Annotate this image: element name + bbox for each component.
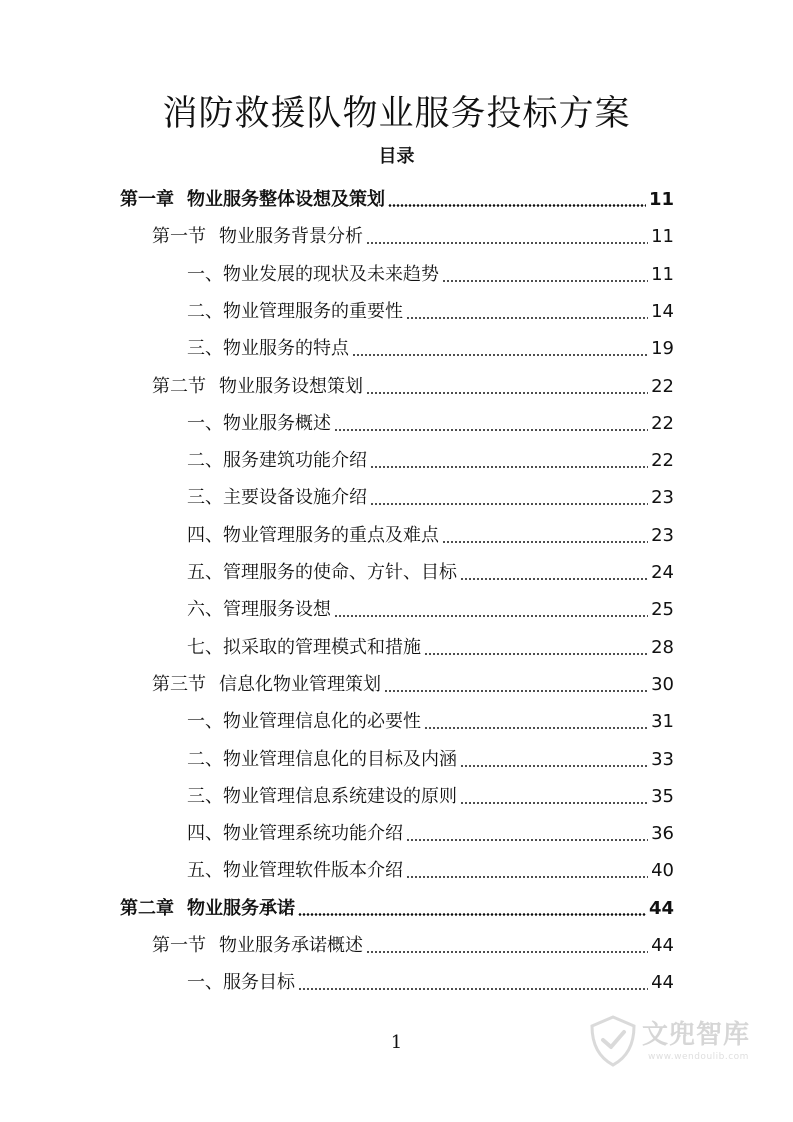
toc-entry-page: 11: [651, 226, 674, 248]
toc-entry-item[interactable]: [187, 590, 674, 622]
toc-entry-item[interactable]: [187, 441, 674, 473]
toc-entry-text: 管理服务设想: [223, 599, 331, 621]
toc-entry-section[interactable]: [152, 926, 674, 958]
toc-dot-leader: [406, 839, 648, 841]
toc-entry-item[interactable]: [187, 851, 674, 883]
toc-heading: 目录: [378, 146, 415, 167]
toc-entry-label: [152, 225, 363, 249]
toc-dot-leader: [366, 242, 648, 244]
toc-dot-leader: [298, 988, 648, 990]
toc-entry-item[interactable]: [187, 740, 674, 772]
toc-dot-leader: [370, 466, 648, 468]
toc-dot-leader: [352, 354, 648, 356]
toc-entry-page: 33: [651, 748, 674, 770]
toc-entry-section[interactable]: [152, 367, 674, 399]
toc-entry-text: 管理服务的使命、方针、目标: [223, 562, 457, 583]
page-number: 1: [390, 1032, 403, 1053]
toc-entry-chapter[interactable]: [120, 180, 674, 212]
toc-entry-number: 一、: [187, 711, 223, 733]
toc-entry-label: [187, 636, 421, 660]
toc-entry-text: 主要设备设施介绍: [223, 487, 367, 509]
toc-dot-leader: [384, 690, 648, 692]
toc-entry-page: 30: [651, 673, 674, 695]
watermark: [586, 1012, 776, 1072]
toc-entry-number: 二、: [187, 450, 223, 472]
toc-entry-text: 服务目标: [223, 972, 295, 994]
watermark-text: 文兜智库: [642, 1020, 751, 1050]
toc-entry-label: [187, 822, 403, 846]
toc-entry-text: 物业管理服务的重点及难点: [223, 524, 439, 546]
toc-entry-text: 物业发展的现状及未来趋势: [223, 263, 439, 285]
toc-entry-label: [152, 673, 381, 697]
toc-entry-section[interactable]: [152, 665, 674, 697]
toc-entry-item[interactable]: [187, 292, 674, 324]
toc-entry-page: 25: [651, 599, 674, 621]
toc-entry-page: 11: [651, 263, 674, 285]
toc-dot-leader: [366, 392, 648, 394]
toc-entry-page: 19: [651, 338, 674, 360]
toc-entry-page: 23: [651, 524, 674, 546]
toc-entry-number: 第二节: [152, 375, 206, 397]
toc-dot-leader: [370, 503, 648, 505]
toc-entry-page: 22: [651, 412, 674, 434]
toc-entry-item[interactable]: [187, 777, 674, 809]
toc-entry-page: 28: [651, 636, 674, 658]
toc-entry-text: 服务建筑功能介绍: [223, 450, 367, 472]
toc-entry-label: [152, 934, 363, 958]
toc-entry-text: 物业服务整体设想及策划: [187, 189, 385, 210]
toc-entry-item[interactable]: [187, 814, 674, 846]
toc-entry-item[interactable]: [187, 329, 674, 361]
toc-entry-page: 11: [648, 189, 674, 210]
toc-entry-item[interactable]: [187, 628, 674, 660]
toc-dot-leader: [424, 727, 648, 729]
toc-entry-page: 35: [651, 785, 674, 807]
shield-logo-icon: [586, 1014, 640, 1068]
toc-entry-label: [187, 748, 457, 772]
toc-entry-label: [187, 337, 349, 361]
toc-entry-page: 14: [651, 300, 674, 322]
toc-entry-text: 物业服务的特点: [223, 338, 349, 360]
toc-entry-text: 物业管理信息系统建设的原则: [223, 785, 457, 807]
toc-entry-page: 44: [648, 897, 674, 919]
toc-entry-label: [187, 412, 331, 436]
toc-entry-label: [187, 524, 439, 548]
toc-entry-section[interactable]: [152, 217, 674, 249]
toc-entry-label: [120, 897, 295, 921]
toc-entry-text: 物业服务概述: [223, 412, 331, 434]
toc-entry-item[interactable]: [187, 478, 674, 510]
toc-entry-number: 第三节: [152, 673, 206, 695]
toc-dot-leader: [442, 541, 648, 543]
toc-entry-number: 一、: [187, 263, 223, 285]
toc-dot-leader: [334, 615, 648, 617]
toc-entry-label: [120, 188, 385, 212]
toc-entry-item[interactable]: [187, 963, 674, 995]
watermark-url: www.wendoulib.com: [648, 1052, 749, 1062]
toc-dot-leader: [388, 204, 646, 207]
toc-dot-leader: [460, 765, 648, 767]
toc-entry-page: 44: [651, 935, 674, 956]
toc-dot-leader: [406, 317, 648, 319]
toc-dot-leader: [298, 913, 646, 916]
toc-entry-item[interactable]: [187, 553, 674, 585]
toc-entry-text: 物业服务设想策划: [219, 375, 363, 397]
toc-entry-page: 22: [651, 450, 674, 472]
toc-entry-text: 物业服务承诺概述: [219, 935, 363, 956]
toc-entry-page: 36: [651, 823, 674, 845]
toc-entry-page: 24: [651, 562, 674, 583]
toc-entry-number: 三、: [187, 338, 223, 360]
toc-entry-number: 一、: [187, 412, 223, 434]
toc-entry-number: 三、: [187, 487, 223, 509]
toc-entry-label: [187, 859, 403, 883]
toc-entry-number: 四、: [187, 524, 223, 546]
toc-entry-page: 31: [651, 711, 674, 733]
toc-entry-number: 四、: [187, 823, 223, 845]
toc-entry-text: 拟采取的管理模式和措施: [223, 636, 421, 658]
toc-dot-leader: [442, 280, 648, 282]
toc-entry-label: [187, 785, 457, 809]
toc-entry-number: 第一节: [152, 935, 206, 956]
toc-entry-number: 三、: [187, 785, 223, 807]
toc-entry-item[interactable]: [187, 702, 674, 734]
toc-entry-label: [187, 598, 331, 622]
toc-entry-label: [152, 375, 363, 399]
toc-entry-number: 二、: [187, 300, 223, 322]
toc-dot-leader: [406, 876, 648, 878]
toc-entry-page: 22: [651, 375, 674, 397]
toc-entry-text: 物业管理系统功能介绍: [223, 823, 403, 845]
toc-entry-label: [187, 263, 439, 287]
toc-entry-page: 40: [651, 860, 674, 882]
toc-entry-label: [187, 561, 457, 585]
toc-entry-label: [187, 971, 295, 995]
toc-entry-number: 二、: [187, 748, 223, 770]
toc-dot-leader: [460, 578, 648, 580]
toc-entry-text: 物业服务背景分析: [219, 226, 363, 248]
toc-entry-item[interactable]: [187, 516, 674, 548]
toc-entry-label: [187, 449, 367, 473]
toc-entry-number: 五、: [187, 562, 223, 583]
toc-entry-label: [187, 300, 403, 324]
document-title: 消防救援队物业服务投标方案: [162, 94, 631, 134]
toc-entry-page: 23: [651, 487, 674, 509]
toc-entry-number: 七、: [187, 636, 223, 658]
toc-dot-leader: [366, 951, 648, 953]
toc-entry-text: 物业管理信息化的目标及内涵: [223, 748, 457, 770]
toc-entry-page: 44: [651, 972, 674, 994]
toc-entry-text: 信息化物业管理策划: [219, 673, 381, 695]
toc-entry-label: [187, 710, 421, 734]
toc-entry-number: 一、: [187, 972, 223, 994]
toc-entry-number: 第二章: [120, 897, 174, 919]
toc-dot-leader: [334, 429, 648, 431]
toc-entry-label: [187, 486, 367, 510]
toc-entry-text: 物业管理信息化的必要性: [223, 711, 421, 733]
toc-dot-leader: [424, 653, 648, 655]
toc-entry-number: 第一节: [152, 226, 206, 248]
toc-entry-chapter[interactable]: [120, 889, 674, 921]
toc-entry-number: 六、: [187, 599, 223, 621]
toc-entry-text: 物业服务承诺: [187, 897, 295, 919]
toc-entry-item[interactable]: [187, 404, 674, 436]
toc-entry-text: 物业管理软件版本介绍: [223, 860, 403, 882]
toc-entry-number: 五、: [187, 860, 223, 882]
toc-dot-leader: [460, 802, 648, 804]
toc-entry-item[interactable]: [187, 255, 674, 287]
toc-entry-text: 物业管理服务的重要性: [223, 300, 403, 322]
toc-entry-number: 第一章: [120, 189, 174, 210]
